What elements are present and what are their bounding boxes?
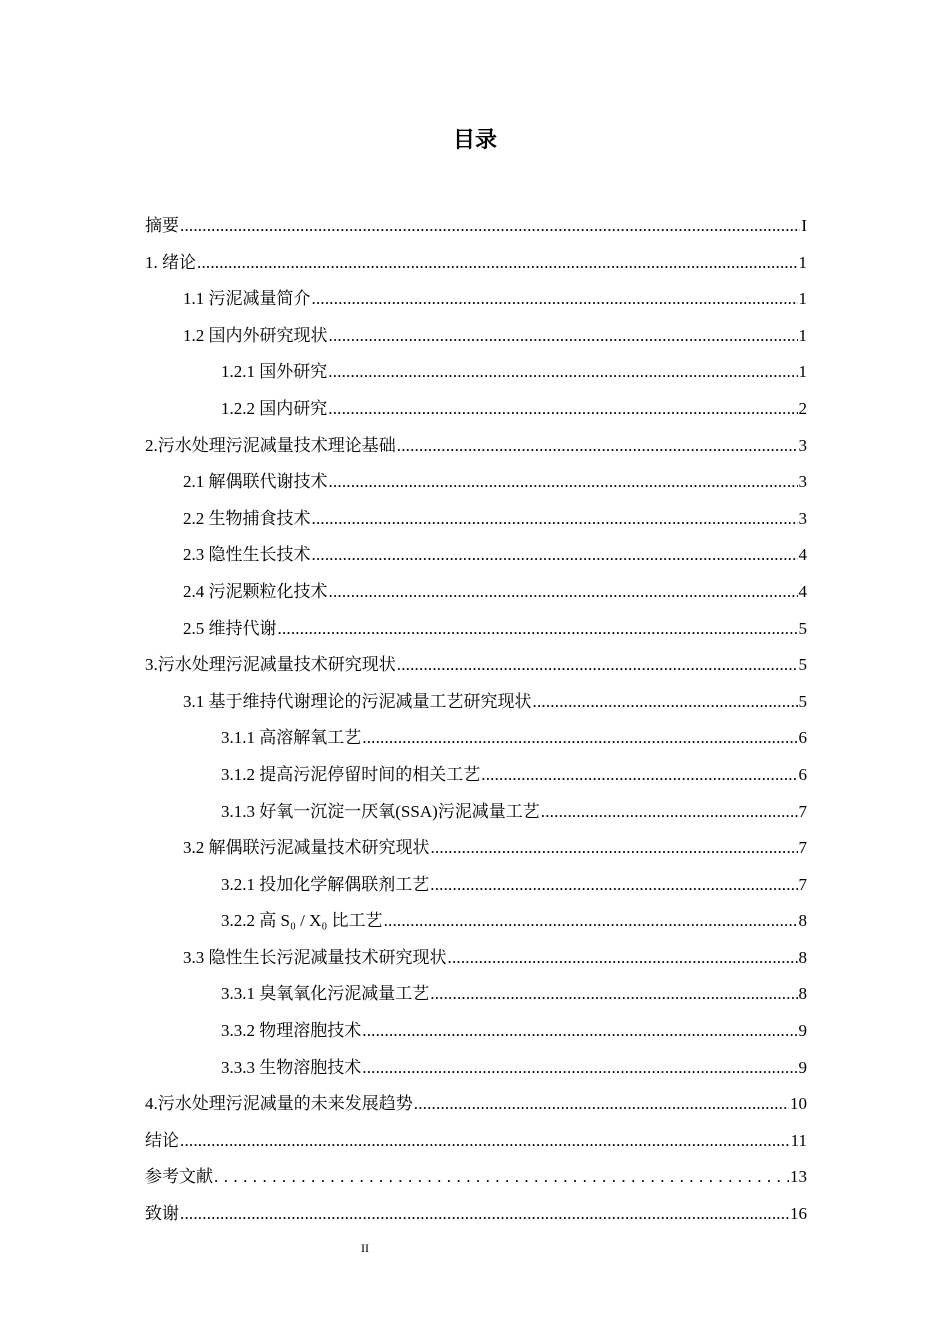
toc-entry-page: 9	[798, 1057, 807, 1077]
toc-entry[interactable]	[145, 940, 807, 977]
page-number: II	[361, 1241, 369, 1255]
toc-entry[interactable]	[145, 391, 807, 428]
toc-entry[interactable]	[145, 574, 807, 611]
toc-dot-leader	[397, 428, 798, 465]
toc-dot-leader	[481, 757, 797, 794]
toc-entry[interactable]	[145, 647, 807, 684]
toc-dot-leader	[329, 318, 798, 355]
toc-entry-page: 5	[798, 618, 807, 638]
toc-entry[interactable]	[145, 281, 807, 318]
toc-entry-label: 1.2.2 国内研究	[221, 398, 328, 418]
toc-dot-leader	[431, 830, 798, 867]
toc-entry-page: 6	[798, 764, 807, 784]
page-title: 目录	[452, 128, 497, 153]
toc-dot-leader	[180, 1123, 790, 1160]
toc-entry-page: 8	[798, 947, 807, 967]
toc-dot-leader	[362, 1013, 797, 1050]
toc-entry[interactable]	[145, 757, 807, 794]
toc-entry[interactable]	[145, 428, 807, 465]
toc-entry-label: 结论	[145, 1130, 179, 1150]
toc-dot-leader	[414, 1086, 789, 1123]
toc-entry-label: 3.1.3 好氧一沉淀一厌氧(SSA)污泥减量工艺	[221, 801, 540, 821]
toc-entry-page: 11	[790, 1130, 807, 1150]
toc-entry-page: 4	[798, 581, 807, 601]
toc-entry-label: 3.2 解偶联污泥减量技术研究现状	[183, 838, 430, 858]
toc-entry-page: 6	[798, 728, 807, 748]
toc-dot-leader	[448, 940, 798, 977]
toc-entry-page: 3	[798, 435, 807, 455]
toc-entry-page: 8	[798, 911, 807, 931]
toc-entry[interactable]	[145, 318, 807, 355]
toc-entry[interactable]	[145, 1123, 807, 1160]
toc-dot-leader	[312, 281, 798, 318]
toc-entry[interactable]	[145, 501, 807, 538]
toc-entry-page: 3	[798, 472, 807, 492]
toc-entry[interactable]	[145, 464, 807, 501]
toc-dot-leader	[329, 574, 798, 611]
toc-entry-label: 3.1.1 高溶解氧工艺	[221, 728, 362, 748]
toc-entry-page: 16	[790, 1204, 807, 1224]
toc-dot-leader	[362, 1050, 797, 1087]
toc-dot-leader	[214, 1159, 789, 1196]
toc-entry-label: 4.污水处理污泥减量的未来发展趋势	[145, 1094, 413, 1114]
toc-entry-page: 1	[798, 325, 807, 345]
toc-dot-leader	[362, 720, 797, 757]
toc-dot-leader	[430, 976, 797, 1013]
toc-dot-leader	[328, 391, 797, 428]
toc-dot-leader	[541, 794, 798, 831]
toc-entry-label: 3.3.3 生物溶胞技术	[221, 1057, 362, 1077]
toc-dot-leader	[312, 537, 798, 574]
toc-entry[interactable]	[145, 720, 807, 757]
toc-dot-leader	[328, 354, 797, 391]
toc-dot-leader	[430, 867, 797, 904]
toc-entry-page: I	[801, 216, 807, 235]
toc-entry[interactable]	[145, 976, 807, 1013]
toc-entry-page: 5	[798, 655, 807, 675]
toc-entry-label: 3.2.2 高 S₀ / X₀ 比工艺	[221, 911, 383, 931]
toc-entry[interactable]	[145, 1159, 807, 1196]
toc-entry[interactable]	[145, 1050, 807, 1087]
toc-entry-label: 参考文献	[145, 1167, 213, 1187]
toc-entry[interactable]	[145, 830, 807, 867]
toc-entry-label: 3.3 隐性生长污泥减量技术研究现状	[183, 947, 447, 967]
toc-entry-label: 3.1 基于维持代谢理论的污泥减量工艺研究现状	[183, 691, 532, 711]
toc-entry-label: 2.5 维持代谢	[183, 618, 277, 638]
toc-entry-page: 1	[798, 289, 807, 309]
toc-entry-label: 3.2.1 投加化学解偶联剂工艺	[221, 874, 430, 894]
toc-entry-label: 2.1 解偶联代谢技术	[183, 472, 328, 492]
toc-dot-leader	[180, 1196, 789, 1233]
toc-dot-leader	[312, 501, 798, 538]
toc-entry[interactable]	[145, 1196, 807, 1233]
toc-dot-leader	[329, 464, 798, 501]
toc-entry-label: 1.1 污泥减量简介	[183, 289, 311, 309]
toc-entry-label: 2.污水处理污泥减量技术理论基础	[145, 435, 396, 455]
toc-entry[interactable]	[145, 537, 807, 574]
toc-entry-label: 3.3.2 物理溶胞技术	[221, 1021, 362, 1041]
toc-entry-page: 1	[798, 362, 807, 382]
toc-entry-page: 9	[798, 1021, 807, 1041]
toc-entry[interactable]	[145, 684, 807, 721]
toc-entry-page: 8	[798, 984, 807, 1004]
toc-entry[interactable]	[145, 1013, 807, 1050]
toc-entry[interactable]	[145, 354, 807, 391]
toc-entry[interactable]	[145, 1086, 807, 1123]
toc-entry-label: 摘要	[145, 216, 179, 235]
toc-entry[interactable]	[145, 245, 807, 282]
toc-entry[interactable]	[145, 794, 807, 831]
toc-entry-page: 4	[798, 545, 807, 565]
toc-entry-label: 1.2.1 国外研究	[221, 362, 328, 382]
toc-dot-leader	[384, 903, 798, 940]
toc-entry[interactable]	[145, 903, 807, 940]
toc-entry-label: 2.2 生物捕食技术	[183, 508, 311, 528]
toc-entry-label: 3.1.2 提高污泥停留时间的相关工艺	[221, 764, 481, 784]
table-of-contents	[145, 208, 807, 1233]
toc-entry-page: 5	[798, 691, 807, 711]
toc-entry[interactable]	[145, 611, 807, 648]
toc-entry-label: 3.污水处理污泥减量技术研究现状	[145, 655, 396, 675]
toc-dot-leader	[397, 647, 798, 684]
toc-entry-label: 2.4 污泥颗粒化技术	[183, 581, 328, 601]
toc-entry-page: 13	[790, 1167, 807, 1187]
toc-entry-page: 1	[798, 252, 807, 272]
toc-entry[interactable]	[145, 208, 807, 245]
toc-entry-label: 1.2 国内外研究现状	[183, 325, 328, 345]
toc-dot-leader	[533, 684, 798, 721]
toc-dot-leader	[197, 245, 798, 282]
toc-entry-label: 1. 绪论	[145, 252, 196, 272]
toc-entry-label: 致谢	[145, 1204, 179, 1224]
toc-entry-label: 3.3.1 臭氧氧化污泥减量工艺	[221, 984, 430, 1004]
toc-entry[interactable]	[145, 867, 807, 904]
toc-entry-page: 3	[798, 508, 807, 528]
toc-entry-page: 7	[798, 874, 807, 894]
toc-entry-page: 2	[798, 398, 807, 418]
toc-dot-leader	[180, 208, 800, 245]
toc-entry-page: 10	[790, 1094, 807, 1114]
toc-entry-page: 7	[798, 838, 807, 858]
toc-entry-label: 2.3 隐性生长技术	[183, 545, 311, 565]
toc-dot-leader	[278, 611, 798, 648]
toc-entry-page: 7	[798, 801, 807, 821]
